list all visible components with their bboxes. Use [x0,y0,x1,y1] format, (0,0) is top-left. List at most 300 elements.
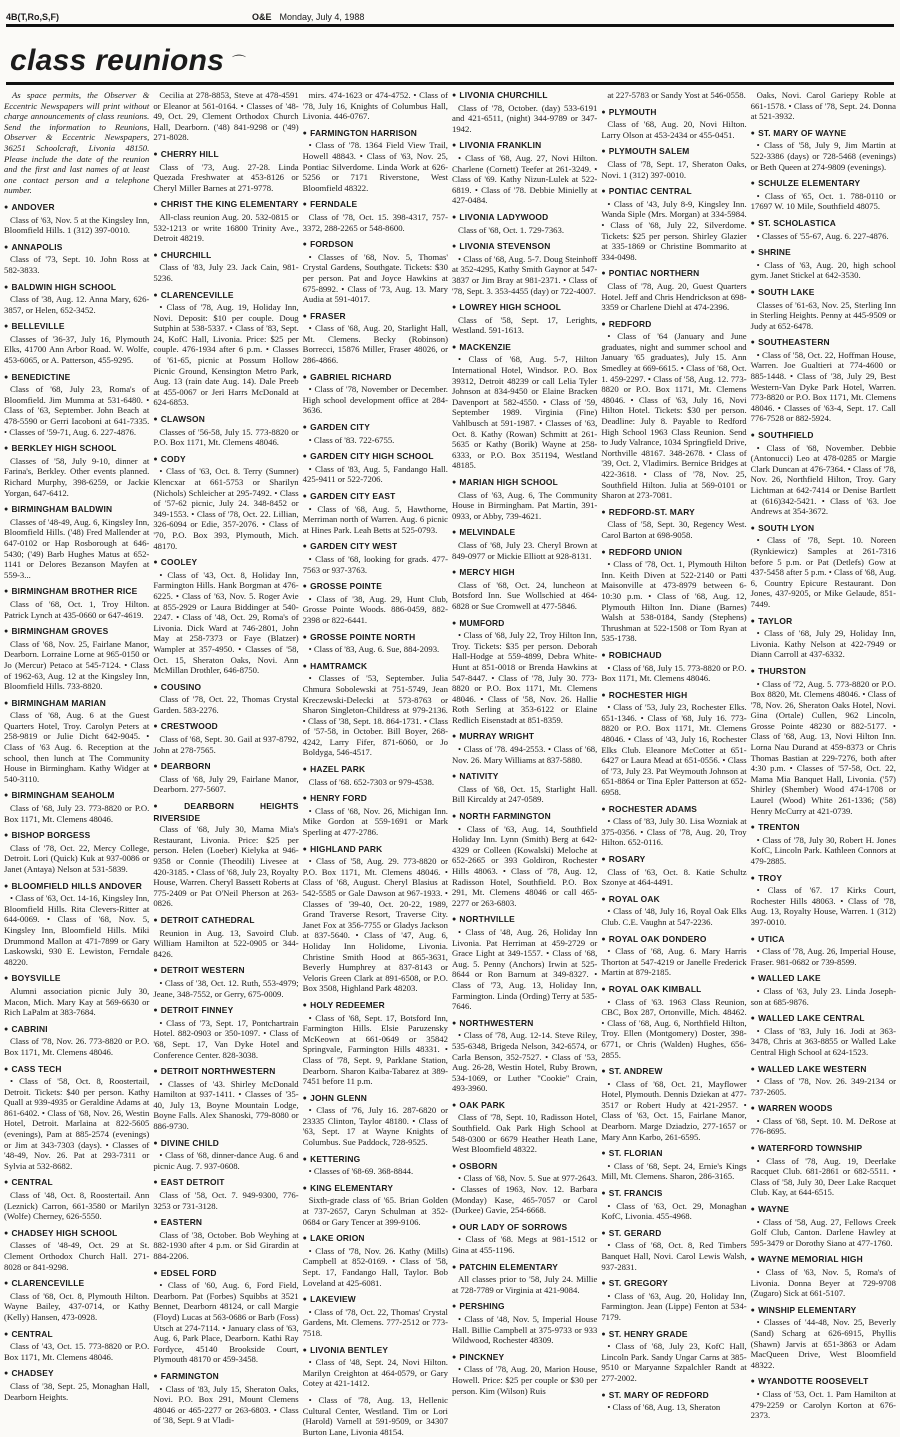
reunion-entry [751,822,896,866]
reunion-entry [751,523,896,610]
school-name: ● GARDEN CITY WEST [303,541,448,553]
reunion-entry [303,451,448,485]
reunion-details: • Class of '68, Aug. 5-7, Hilton International Hotel, Windsor. P.O. Box 39312, Detroit 48239 or call Lelia Tyler Johnson at 834-9450 or Elaine Bracken Davenport at 582-4550. • Class of '59, September 1989. Virginia (Fine) Vahlbusch at 591-1987. • Classes of '63, Oct. 8. Kathy (Rowan) Schmitt at 261-5635 or Kathy (Borik) Wayne at 258-6333, or P.O. Box 351194, Westland 48185. [451,354,598,471]
reunion-details: • Classes of '43. Shirley McDonald Hamilton at 937-1411. • Classes of '35-40, July 13, Boyne Mountain Lodge, Boyne Falls. Alex Shanoski, 779-8080 or 886-9730. [153,1078,299,1132]
school-name: ● BIRMINGHAM BALDWIN [4,504,149,516]
school-name: ● CLARENCEVILLE [4,1278,149,1290]
school-name: ● WARREN WOODS [751,1103,896,1115]
reunion-entry [601,547,746,644]
reunion-entry [4,282,149,316]
reunion-details: Class of '38, Aug. 12. Anna Mary, 626-3857, or Helen, 652-3452. [4,294,150,315]
reunion-details: • Classes of '68-69. 368-8844. [308,1166,414,1177]
reunion-details: • Class of '83, July 15, Sheraton Oaks, Novi. P.O. Box 291, Mount Clemens 48046 or 465-2277 or 263-6803. • Class of '38, Sept. 9 at Vladi- [153,1383,299,1426]
school-name: ● EASTERN [153,1217,298,1229]
reunion-details: • Class of '58, July 9, Jim Martin at 522-3386 (days) or 728-5468 (evenings) or Beth Queen at 274-9809 (evenings). [750,140,896,172]
school-name: ● BALDWIN HIGH SCHOOL [4,282,149,294]
reunion-entry [303,541,448,575]
reunion-entry [303,632,448,655]
reunion-entry [303,128,448,194]
reunion-entry [601,90,746,101]
reunion-entry [751,873,896,928]
reunion-details: Sixth-grade class of '65. Brian Golden at 737-2657, Caryn Schulman at 352-0684 or Gary Tencer at 399-9106. [302,1195,448,1227]
school-name: ● DEARBORN [153,761,298,773]
reunion-entry [601,146,746,180]
reunion-details: Class of '43, Oct. 15. 773-8820 or P.O. Box 1171, Mt. Clemens 48046. [4,1341,150,1362]
school-name: ● ROBICHAUD [601,650,746,662]
school-name: ● WALLED LAKE [751,973,896,985]
reunion-entry [153,1138,298,1172]
section-title: class reunions [10,44,225,77]
reunion-entry [153,1217,298,1261]
reunion-entry [4,1177,149,1221]
reunion-entry [4,1329,149,1363]
listing-columns [4,90,896,1437]
reunion-details: • Class of '68, November. Debbie (Antonucci) Leo at 478-0285 or Margie Clark Duncan at 476-7364. • Class of '78, Nov. 26, Northfield Hilton, Troy. Gary Lichtman at 642-7414 or Denise Bartlett at (616)342-5421. • Class of '63. Joe Andrews at 354-3672. [750,442,896,517]
school-name: ● CHADSEY [4,1368,149,1380]
reunion-details: • Class of '68, Oct. 8, Red Timbers Banquet Hall, Novi. Carol Lewis Walsh, 937-2831. [601,1240,747,1272]
reunion-entry [452,1161,597,1216]
reunion-entry [452,212,597,235]
reunion-entry [452,1100,597,1155]
reunion-entry [303,1345,448,1389]
reunion-details: • Class of '68, Sept. 10. M. DeRose at 776-8695. [750,1115,896,1137]
reunion-details: • Class of '78, Nov. 26. Kathy (Mills) Campbell at 852-0169. • Class of '58, Sept. 17, Fandango Hall, Taylor. Bob Loveland at 425-6081. [302,1245,448,1288]
column [451,90,598,1396]
reunion-entry [751,1013,896,1057]
school-name: ● GARDEN CITY [303,422,448,434]
reunion-entry [452,1262,597,1296]
school-name: ● PINCKNEY [452,1352,597,1364]
column [750,90,896,1421]
reunion-details: • Class of '78, November or December. High school development office at 284-3636. [302,384,448,416]
reunion-details: Class of '68. 652-7303 or 979-4538. [308,776,435,787]
reunion-details: Class of '63, Oct. 8. Katie Schultz Szonye at 464-4491. [601,866,747,888]
reunion-entry [153,557,298,676]
reunion-details: • Class of '72, Aug. 5. 773-8820 or P.O. Box 8820, Mt. Clemens 48046. • Class of '78, Nov. 26, Sheraton Oaks Hotel, Novi. Gina (Ortale) Cullen, 962 Lincoln, Grosse Pointe 48230 or 882-5177. • Class of '68, Aug. 13, Novi Hilton Inn. Lorna Nau Durand at 459-8373 or Chris Thomas Bastian at 229-7276, both after 4:30 p.m. • Classes of '57-58, Oct. 22, Mama Mia Banquet Hall, Livonia. ('57) Shirley (Shember) Wood 474-1708 or Laurel (Wood) White 261-1336; ('58) Henry McCurry at 421-0739. [750,678,896,816]
reunion-details: • Class of '58, Aug. 29. 773-8820 or P.O. Box 1171, Mt. Clemens 48046. • Class of '68, August. Cheryl Blasius at 542-5585 or Gale Dawson at 967-1933. • Classes of '39-40, Oct. 20-22, 1989, Grand Traverse Resort, Traverse City. Janet Fox at 356-7755 or Gladys Jackson at 837-5640. • Class of '47, Aug. 6, Holiday Inn Holidome, Livonia. Christine Smith Hood at 865-3631, Beverly Humphrey at 837-8143 or Veloris Green Clark at 891-6508, or P.O. Box 3508, Highland Park 48203. [302,856,448,994]
school-name: ● FERNDALE [303,199,448,211]
school-name: ● LAKEVIEW [303,1294,448,1306]
reunion-entry [153,454,298,551]
school-name: ● HAMTRAMCK [303,661,448,673]
school-name: ● COOLEY [153,557,298,569]
paper-name: O&E [252,12,272,22]
reunion-entry [153,915,298,959]
reunion-details: • Class of '83, July 16. Jodi at 363-3478, Chris at 363-8855 or Walled Lake Central High School at 624-1523. [750,1025,896,1057]
reunion-details: Class of '48, Oct. 8, Roostertail. Ann (Leznick) Carron, 661-3580 or Marilyn (Wolfe) Cherney, 626-5550. [4,1190,150,1222]
reunion-entry [601,690,746,798]
reunion-entry [601,507,746,541]
reunion-entry [4,242,149,276]
school-name: ● GROSSE POINTE NORTH [303,632,448,644]
reunion-details: • Class of '78, Aug. 26, Imperial House, Fraser. 981-0682 or 739-8599. [750,946,896,967]
school-name: ● SOUTHFIELD [751,430,896,442]
school-name: ● WATERFORD TOWNSHIP [751,1143,896,1155]
reunion-entry [452,567,597,611]
school-name: ● TRENTON [751,822,896,834]
reunion-details: • Class of '63. 1963 Class Reunion, CBC, Box 287, Ortonville, Mich. 48462. • Class of '68, Aug. 6, Northfield Hilton, Troy. Ellen (Montgomery) Doster, 398-6771, or Chris (Walden) Hughes, 656-2855. [601,996,747,1060]
reunion-details: Class of '78, October. (day) 533-6191 and 421-6511, (night) 344-9789 or 347-1942. [451,102,598,134]
reunion-entry [601,1390,746,1413]
reunion-details: • Class of '53, Oct. 1. Pam Hamilton at 479-2259 or Carolyn Korton at 676-2373. [750,1388,896,1421]
reunion-entry [153,1268,298,1365]
reunion-entry [4,1278,149,1322]
reunion-entry [751,1254,896,1298]
reunion-details: • Class of '76, July 16. 287-6820 or 23335 Clinton, Taylor 48180. • Class of '63, Sept. 17 at Wayne Knights of Columbus. Sue Paddock, 728-9525. [302,1105,448,1148]
reunion-entry [601,1228,746,1272]
reunion-details: Class of '68, Oct. 15, Starlight Hall. Bill Kircaldy at 247-0589. [451,783,598,805]
school-name: ● LIVONIA FRANKLIN [452,140,597,152]
school-name: ● CENTRAL [4,1177,149,1189]
school-name: ● MURRAY WRIGHT [452,731,597,743]
reunion-details: • Class of '38, Oct. 12. Ruth, 553-4979; Jeane, 348-7552, or Gerry, 675-0009. [153,977,299,999]
reunion-entry [153,199,298,243]
reunion-entry [601,1329,746,1384]
school-name: ● BELLEVILLE [4,321,149,333]
reunion-details: • Class of '83. 722-6755. [308,434,395,445]
reunion-details: Classes of '58, July 9-10, dinner at Farina's, Berkley. Other events planned. Richard Murphy, 398-6259, or Jackie Yorgan, 647-6412. [4,455,150,498]
reunion-details: Class of '78, Oct. 22, Thomas Crystal Garden. 583-2276. [153,694,299,715]
reunion-details: Oaks, Novi. Carol Gariepy Roble at 661-1578. • Class of '78, Sept. 24. Donna at 521-3932. [750,90,896,122]
school-name: ● HIGHLAND PARK [303,844,448,856]
reunion-entry [153,149,298,193]
reunion-entry [452,811,597,908]
reunion-details: Class of '68, Sept. 30. Gail at 937-8792, John at 278-7565. [153,734,299,755]
school-name: ● REDFORD [601,319,746,331]
reunion-details: Classes of '48-49, Oct. 29 at St. Clement Orthodox Church Hall. 271-8028 or 841-9298. [4,1240,150,1272]
school-name: ● ST. FLORIAN [601,1148,746,1160]
reunion-details: mirs. 474-1623 or 474-4752. • Class of '78, July 16, Knights of Columbus Hall, Livonia. 446-0767. [302,90,448,122]
reunion-details: Cecilia at 278-8853, Steve at 478-4591 or Eleanor at 561-0164. • Classes of '48-49, Oct. 29, Clement Orthodox Church Hall, Dearborn. ('48) 841-9298 or ('49) 271-8028. [153,90,299,143]
reunion-entry [153,721,298,755]
school-name: ● COUSINO [153,682,298,694]
school-name: ● NATIVITY [452,771,597,783]
reunion-entry [303,844,448,994]
reunion-entry [4,321,149,365]
reunion-entry [4,881,149,968]
school-name: ● NORTHWESTERN [452,1018,597,1030]
reunion-details: Alumni association picnic July 30, Macon, Mich. Mary Kay at 569-6630 or Rich LaPalm at 383-7684. [4,985,150,1018]
school-name: ● BOYSVILLE [4,973,149,985]
school-name: ● PLYMOUTH [601,107,746,119]
reunion-details: • Class of '83, Aug. 5, Fandango Hall. 425-9411 or 522-7206. [302,463,448,485]
reunion-details: Class of '68, Oct. 8, Plymouth Hilton. Wayne Bailey, 437-0714, or Kathy (Kelly) Hansen, 473-0928. [4,1290,150,1322]
reunion-entry [153,761,298,795]
school-name: ● GARDEN CITY EAST [303,491,448,503]
column [302,90,448,1437]
school-name: ● ROYAL OAK DONDERO [601,934,746,946]
school-name: ● LIVONIA CHURCHILL [452,90,597,102]
reunion-entry [4,202,149,236]
reunion-details: • Classes of '55-67, Aug. 6. 227-4876. [756,230,889,241]
school-name: ● ROYAL OAK [601,894,746,906]
reunion-details: • Classes of '44-48, Nov. 25, Beverly (Sand) Scharg at 626-6915, Phyllis (Shawn) Jarvis at 651-3863 or Adam MacQueen Drive, West Bloomfield 48322. [750,1317,896,1370]
reunion-details: Class of '63, Nov. 5 at the Kingsley Inn, Bloomfield Hills. 1 (312) 397-0010. [4,214,150,236]
reunion-details: • Class of '68, July 22, Troy Hilton Inn, Troy. Tickets: $35 per person. Deborah Hall-Hodge at 559-4899, Debra White-Hunt at 851-0018 or Brenda Hawkins at 547-8447. • Class of '78, July 30. 773-8820 or P.O. Box 1171, Mt. Clemens 48046. • Class of '58, Nov. 26. Hallie Roth Serling at 353-6122 or Elaine Redlich Eisenstadt at 851-8359. [451,630,598,725]
school-name: ● LOWREY HIGH SCHOOL [452,302,597,314]
reunion-details: • Class of '67. 17 Kirks Court, Rochester Hills 48063. • Class of '78, Aug. 13, Royalty House, Warren. 1 (312) 397-0010. [750,885,896,927]
school-name: ● LIVONIA BENTLEY [303,1345,448,1357]
school-name: ● DEARBORN HEIGHTS RIVERSIDE [153,801,298,823]
reunion-entry [303,311,448,366]
school-name: ● PLYMOUTH SALEM [601,146,746,158]
reunion-entry [751,1376,896,1420]
reunion-details: • Class of '78, July 30, Robert H. Jones KofC, Lincoln Park. Kathleen Connors at 479-2885. [750,834,896,866]
school-name: ● BIRMINGHAM BROTHER RICE [4,586,149,598]
reunion-details: Classes of '36-37, July 16, Plymouth Elks, 41700 Ann Arbor Road. W. Wolfe, 453-6065, or A. Patterson, 455-9295. [4,333,150,366]
title-rule [6,82,894,85]
reunion-entry [601,1278,746,1322]
reunion-details: • Class of '53, July 23, Rochester Elks. 651-1346. • Class of '68, July 16. 773-8820 or P.O. Box 1171, Mt. Clemens 48046. • Class of '43, July 16, Rochester Elks Club. Eleanore McCotter at 651-6427 or Laura Mead at 651-0556. • Class of '73, July 23. Pat Weymouth Johnson at 651-8864 or Tina Epler Patterson at 652-6958. [601,702,747,798]
reunion-details: • Class of '78. 1364 Field View Trail, Howell 48843. • Class of '63, Nov. 25, Pontiac Silverdome. Linda Work at 626-5256 or 7171 Riverstone, West Bloomfield 48322. [302,140,448,193]
school-name: ● OUR LADY OF SORROWS [452,1222,597,1234]
reunion-details: • Class of '83, July 30. Lisa Wozniak at 375-0356. • Class of '78, Aug. 20, Troy Hilton. 652-0116. [601,816,747,848]
reunion-details: • Class of '58, Oct. 22, Hoffman House, Warren. Joe Gualtieri at 774-4600 or 885-1448. • Class of '38, July 29, Best Western-Van Dyke Park Hotel, Warren. 773-8820 or P.O. Box 1171, Mt. Clemens 48046. • Classes of '63-4, Sept. 17. Call 776-7528 or 882-5924. [750,349,896,424]
reunion-entry [153,90,298,143]
reunion-details: • Class of '78, Sept. 10. Noreen (Rynkiewicz) Samples at 261-7316 before 5 p.m. or Pat (Detlefs) Gow at 437-5458 after 5 p.m. • Class of '68, Aug. 6, Country Epicure Restaurant. Don Jones, 437-9205, or Mike Gelaude, 851-7449. [750,535,896,609]
school-name: ● REDFORD-ST. MARY [601,507,746,519]
reunion-entry [751,178,896,212]
reunion-details: Class of '83, July 23. Jack Cain, 981-5236. [153,262,299,283]
reunion-details: Class of '68, Oct. 1. 729-7363. [457,224,565,235]
reunion-entry [452,527,597,561]
reunion-details: • Class of '63, Oct. 29, Monaghan KofC, Livonia. 455-4968. [601,1200,747,1222]
reunion-entry [452,1222,597,1256]
school-name: ● CHRIST THE KING ELEMENTARY [153,199,298,211]
school-name: ● LIVONIA STEVENSON [452,241,597,253]
reunion-entry [153,682,298,716]
reunion-entry [153,250,298,284]
school-name: ● CHURCHILL [153,250,298,262]
school-name: ● ST. MARY OF REDFORD [601,1390,746,1402]
school-name: ● GABRIEL RICHARD [303,372,448,384]
school-name: ● SHRINE [751,247,896,259]
reunion-details: • Classes of '53, September. Julia Chmura Sobolewski at 751-5749, Jean Kreczewski-Delecki at 573-8763 or Sharon Singleton-Childress at 979-2136. • Class of '38, Sept. 18. 864-1731. • Class of '57-58, in October. Bill Boyer, 268-4242, Larry Fifer, 871-6060, or Jo Boldyga, 546-4517. [302,673,448,758]
reunion-details: • Class of '68, July 23, KofC Hall, Lincoln Park. Sandy Ungar Carns at 385-9510 or Maryanne Szpalchler Randt at 277-2002. [601,1341,747,1383]
reunion-entry [303,199,448,233]
school-name: ● MUMFORD [452,618,597,630]
reunion-details: Class of '68, Aug. 6 at the Guest Quarters Hotel, Troy. Carolyn Peters at 258-9819 or Julie Dicht 642-9045. • Class of '63 Aug. 6. Reception at the school, then lunch at The Community House in Birmingham. Kathy Widger at 540-3110. [4,710,150,784]
school-name: ● FORDSON [303,239,448,251]
reunion-entry [303,1154,448,1177]
reunion-details: • Class of '63, Aug. 14, Southfield Holiday Inn. Lynn (Smith) Berg at 642-4329 or Colleen (Kowalski) Meloche at 652-2665 or 393 Goldiron, Rochester Hills 48063. • Class of '78, Aug. 12, Radisson Hotel, Southfield. P.O. Box 291, Mt. Clemens 48046 or call 465-2277 or 263-6803. [451,823,598,908]
school-name: ● BERKLEY HIGH SCHOOL [4,443,149,455]
school-name: ● WINSHIP ELEMENTARY [751,1305,896,1317]
reunion-entry [751,973,896,1007]
school-name: ● KETTERING [303,1154,448,1166]
reunion-details: • Class of '43, July 8-9, Kingsley Inn. Wanda Siple (Mrs. Morgan) at 334-5984. • Class of '68, July 22, Silverdome. Tickets: $25 per person. Shirley Glazier at 335-1869 or Christine Bommarito at 334-0498. [601,198,747,262]
school-name: ● ST. ANDREW [601,1066,746,1078]
school-name: ● OSBORN [452,1161,597,1173]
reunion-entry [4,443,149,498]
school-name: ● BIRMINGHAM GROVES [4,626,149,638]
reunion-details: • Class of '68, Aug. 5-7. Doug Steinhoff at 352-4295, Kathy Smith Gaynor at 547-3837 or Jim Bray at 981-2371. • Class of '78, Sept. 3. 353-4455 (day) or 722-4007. [451,253,598,296]
reunion-entry [4,790,149,824]
school-name: ● FRASER [303,311,448,323]
reunion-entry [452,1018,597,1094]
reunion-entry [751,934,896,968]
reunion-entry [153,290,298,409]
reunion-entry [452,241,597,296]
reunion-details: • Class of '78, Aug. 19, Holiday Inn, Novi. Deposit: $10 per couple. Doug Sutphin at 538-5337. • Class of '83, Sept. 24, KofC Hall, Livonia. Price: $25 per couple. 476-1934 after 6 p.m. • Classes of '61-65, picnic at Possum Hollow Picnic Ground, Kensington Metro Park, Aug. 13 (rain date Aug. 14). Dale Preeb at 455-0067 or Jeri Harrs McDonald at 624-6853. [153,302,299,408]
reunion-details: Class of '68, July 23. 773-8820 or P.O. Box 1171, Mt. Clemens 48046. [4,803,150,824]
school-name: ● WAYNE MEMORIAL HIGH [751,1254,896,1266]
reunion-details: Class of '68, July 29, Fairlane Manor, Dearborn. 277-5607. [153,773,299,795]
school-name: ● ST. MARY OF WAYNE [751,128,896,140]
school-name: ● TROY [751,873,896,885]
reunion-entry [4,626,149,692]
reunion-entry [4,504,149,580]
reunion-entry [4,1064,149,1172]
column [601,90,747,1413]
school-name: ● PONTIAC CENTRAL [601,186,746,198]
reunion-details: • Class of '65, Oct. 1. 788-0110 or 17697 W. 10 Mile, Southfield 48075. [750,190,896,212]
school-name: ● GARDEN CITY HIGH SCHOOL [303,451,448,463]
reunion-details: Class of '68, Oct. 1, Troy Hilton. Patrick Lynch at 435-0660 or 647-4619. [4,598,150,620]
reunion-details: Class of '68, July 23, Roma's of Bloomfield. Jim Mumma at 531-6480. • Class of '63, September. John Beach at 478-5590 or Gerri Iacoboni at 641-7335. • Classes of '59-71, Aug. 6. 227-4876. [4,384,150,437]
reunion-entry [452,302,597,336]
reunion-details: • Class of '68, Nov. 5. Sue at 977-2643. • Classes of 1963, Nov. 12. Barbara (Monday) Kase, 465-7057 or Carol (Durkee) Gavie, 254-6668. [451,1173,598,1216]
reunion-details: • Class of '48, Nov. 5, Imperial House Hall. Billie Campbell at 375-9733 or 933 Wildwood, Rochester 48309. [451,1313,598,1346]
page-header [6,4,894,22]
school-name: ● BENEDICTINE [4,372,149,384]
reunion-details: • Class of '78. 494-2553. • Class of '68, Nov. 26. Mary Williams at 837-5880. [451,744,598,765]
school-name: ● CLARENCEVILLE [153,290,298,302]
reunion-details: • Class of '68, Aug. 13, Sheraton [607,1402,721,1413]
reunion-details: Class of '78, Aug. 20, Guest Quarters Hotel. Jeff and Chris Hendrickson at 698-3359 or Charlene Diehl at 474-2396. [601,280,747,313]
reunion-entry [452,1301,597,1345]
reunion-entry [751,128,896,172]
reunion-entry [601,984,746,1060]
reunion-details: • Class of '68, dinner-dance Aug. 6 and picnic Aug. 7. 937-0608. [153,1150,299,1171]
school-name: ● TAYLOR [751,616,896,628]
school-name: ● DETROIT FINNEY [153,1005,298,1017]
reunion-details: Class of '78, Nov. 26. 773-8820 or P.O. Box 1171, Mt. Clemens 48046. [4,1036,150,1057]
reunion-details: Class of '58, Sept. 30, Regency West. Carol Barton at 698-9058. [601,519,747,540]
reunion-details: Class of '68, Nov. 25, Fairlane Manor, Dearborn. Lorraine Lorne at 965-0150 or Jo (Mercur) Petaco at 545-7124. • Class of 1962-63, Aug. 12 at the Kingsley Inn, Bloomfield Hills. 733-8820. [4,638,150,692]
reunion-details: • Classes of '68, Nov. 5, Thomas' Crystal Gardens, Southgate. Tickets: $30 per person. Pat and Joyce Hawkins at 675-8992. • Class of '73, Aug. 13. Mary Audia at 591-4017. [302,251,448,305]
reunion-entry [751,1204,896,1248]
reunion-details: All-class reunion Aug. 20. 532-0815 or 532-1213 or write 16800 Trinity Ave., Detroit 48219. [153,211,299,244]
school-name: ● CABRINI [4,1024,149,1036]
reunion-details: All classes prior to '58, July 24. Millie at 728-7789 or Virginia at 421-9084. [451,1274,598,1295]
reunion-details: • Class of '68, Aug. 20, Starlight Hall, Mt. Clemens. Becky (Robinson) Borrecci, 15876 Miller, Fraser 48026, or 286-4866. [302,323,448,366]
school-name: ● PERSHING [452,1301,597,1313]
school-name: ● BIRMINGHAM SEAHOLM [4,790,149,802]
reunion-details: Classes of '61-63, Nov. 25, Sterling Inn in Sterling Heights. Penny at 445-9509 or Judy at 652-6478. [750,299,896,331]
reunion-entry [153,1005,298,1060]
reunion-details: • Class of '78, Aug. 13, Hellenic Cultural Center, Westland. Tim or Lori (Harold) Varnell at 591-9509, or 34307 Burton Lane, Livonia 48154. [302,1394,448,1437]
school-name: ● MELVINDALE [452,527,597,539]
reunion-entry [4,1024,149,1058]
reunion-entry [153,414,298,448]
school-name: ● LIVONIA LADYWOOD [452,212,597,224]
reunion-entry [153,965,298,999]
reunion-details: Class of '58, Sept. 17, Lerights, Westland. 591-1613. [451,314,598,336]
school-name: ● NORTHVILLE [452,914,597,926]
school-name: ● CODY [153,454,298,466]
school-name: ● ROCHESTER ADAMS [601,804,746,816]
reunion-entry [751,1064,896,1098]
school-name: ● KING ELEMENTARY [303,1183,448,1195]
reunion-entry [303,581,448,625]
reunion-entry [751,90,896,122]
school-name: ● JOHN GLENN [303,1093,448,1105]
reunion-details: at 227-5783 or Sandy Yost at 546-0558. [607,90,746,100]
reunion-details: • Class of '78, Aug. 20, Marion House, Howell. Price: $25 per couple or $30 per person. Kim (Wilson) Ruis [451,1364,598,1396]
reunion-entry [601,804,746,848]
reunion-details: Class of '78, Oct. 15. 398-4317, 757-3372, 288-2265 or 548-8600. [302,211,448,233]
reunion-details: • Class of '73, Sept. 17, Pontchartrain Hotel. 882-0903 or 350-1097. • Class of '68, Sept. 17, Van Dyke Hotel and Conference Center. 828-3038. [153,1017,299,1060]
reunion-details: Class of '78, Sept. 17, Sheraton Oaks, Novi. 1 (312) 397-0010. [601,158,747,180]
reunion-entry [4,1368,149,1402]
reunion-entry [452,771,597,805]
reunion-details: Class of '68, July 23. Cheryl Brown at 849-0977 or Mickie Elliott at 928-8131. [451,539,598,561]
reunion-details: Class of '73, Sept. 10. John Ross at 582-3833. [4,254,150,275]
reunion-details: Classes of '56-58, July 15. 773-8820 or P.O. Box 1171, Mt. Clemens 48046. [153,426,299,448]
reunion-details: • Class of '78, Aug. 12-14. Steve Riley, 535-6348, Brigeda Nelson, 342-6574, or Carla Benson, 352-7527. • Class of '53, Aug. 26-28, Westin Hotel, Ruby Brown, 534-1069, or Luther "Cookie" Crain, 493-3960. [451,1030,598,1094]
school-name: ● DIVINE CHILD [153,1138,298,1150]
reunion-entry [601,934,746,978]
school-name: ● WALLED LAKE CENTRAL [751,1013,896,1025]
school-name: ● CHADSEY HIGH SCHOOL [4,1228,149,1240]
school-name: ● ST. GREGORY [601,1278,746,1290]
reunion-entry [303,764,448,787]
reunion-entry [303,239,448,305]
reunion-entry [303,422,448,445]
school-name: ● CHERRY HILL [153,149,298,161]
school-name: ● MERCY HIGH [452,567,597,579]
school-name: ● HAZEL PARK [303,764,448,776]
school-name: ● HENRY FORD [303,793,448,805]
reunion-details: • Class of '68, July 15. 773-8820 or P.O. Box 1171, Mt. Clemens 48046. [601,662,747,684]
school-name: ● DETROIT WESTERN [153,965,298,977]
school-name: ● WALLED LAKE WESTERN [751,1064,896,1076]
reunion-details: • Class of '68, July 29, Holiday Inn, Livonia. Kathy Nelson at 422-7949 or Diann Carroll at 437-6332. [750,628,896,660]
reunion-entry [303,661,448,758]
column [153,90,299,1426]
school-name: ● UTICA [751,934,896,946]
reunion-entry [303,793,448,837]
school-name: ● FARMINGTON HARRISON [303,128,448,140]
reunion-entry [601,1066,746,1142]
school-name: ● REDFORD UNION [601,547,746,559]
reunion-entry [601,854,746,888]
school-name: ● ANDOVER [4,202,149,214]
reunion-entry [751,616,896,660]
reunion-details: • Class of '68, Oct. 21, Mayflower Hotel, Plymouth. Dennis Dziekan at 477-3517 or Robert Hudy at 421-2957. • Class of '63, Oct. 15, Fairlane Manor, Dearborn. Marge Dziadzio, 277-1657 or Mary Ann Karbo, 261-6595. [601,1078,747,1142]
school-name: ● CLAWSON [153,414,298,426]
reunion-details: • Class of '68, Aug. 27, Novi Hilton. Charlene (Cornett) Teefer at 261-3249. • Class of '69. Kathy Nizun-Lulek at 522-6819. • Class of '78. Debbie Minielly at 427-0484. [451,152,598,206]
reunion-details: • Class of '60, Aug. 6, Ford Field, Dearborn. Pat (Forbes) Squibbs at 3521 Bennet, Dearborn 48124, or call Margie (Floyd) Lucas at 563-0686 or Barb (Foss) Utsch at 274-7114. • January class of '63, Aug. 6, Park Place, Dearborn. Kathi Ray Fordyce, 45140 Brookside Court, Plymouth 48170 or 459-3458. [153,1280,299,1365]
issue-date: Monday, July 4, 1988 [279,12,365,22]
reunion-entry [751,287,896,331]
school-name: ● GROSSE POINTE [303,581,448,593]
reunion-details: • Class of '78, Nov. 26. 349-2134 or 737-2605. [750,1076,896,1097]
school-name: ● PATCHIN ELEMENTARY [452,1262,597,1274]
school-name: ● DETROIT NORTHWESTERN [153,1066,298,1078]
school-name: ● ROCHESTER HIGH [601,690,746,702]
reunion-details: Class of '68, Aug. 20, Novi Hilton. Larry Olson at 453-2434 or 455-0451. [601,119,747,140]
school-name: ● BISHOP BORGESS [4,830,149,842]
reunion-details: • Class of '58, Aug. 27, Fellows Creek Golf Club, Canton. Darlene Hawley at 595-3479 or Dorothy Siano at 477-1760. [750,1216,896,1248]
reunion-entry [303,1000,448,1087]
school-name: ● ST. HENRY GRADE [601,1329,746,1341]
reunion-details: Class of '73, Aug. 27-28. Linda Quezada Freshwater at 453-8126 or Cheryl Miller Barnes at 271-9778. [153,161,299,193]
reunion-entry [303,90,448,122]
reunion-entry [751,666,896,816]
reunion-details: • Class of '38, Aug. 29, Hunt Club, Grosse Pointe Woods. 886-0459, 882-2398 or 822-6441. [302,593,448,625]
